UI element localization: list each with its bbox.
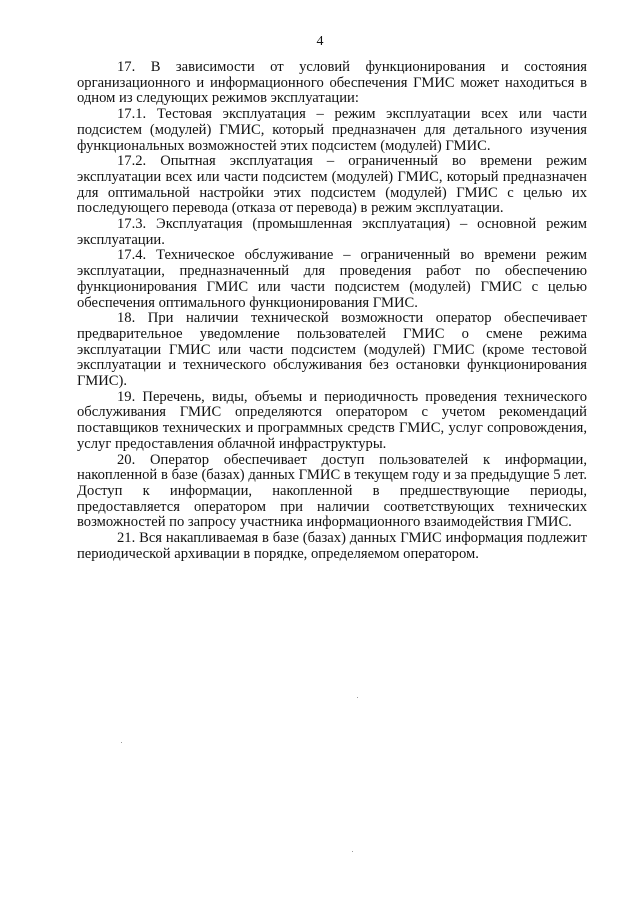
paragraph-17-4: 17.4. Техническое обслуживание – ограниченный во времени режим эксплуатации, предназначенный для проведения работ по обеспечению функционирования ГМИС или части подсистем (модулей) ГМИС с целью обеспечения оптимального функционирования ГМИС. [77,247,587,311]
paragraph-18: 18. При наличии технической возможности оператор обеспечивает предварительное уведомление пользователей ГМИС о смене режима эксплуатации ГМИС или части подсистем (модулей) ГМИС (кроме тестовой эксплуатации и технического обслуживания без остановки функционирования ГМИС). [77,310,587,390]
paragraph-17-1: 17.1. Тестовая эксплуатация – режим эксплуатации всех или части подсистем (модулей) ГМИС, который предназначен для детального изучения функциональных возможностей этих подсистем (модулей) ГМИС. [77,106,587,154]
scan-speck [357,697,358,698]
paragraph-21: 21. Вся накапливаемая в базе (базах) данных ГМИС информация подлежит периодической архивации в порядке, определяемом оператором. [77,530,587,562]
paragraph-20: 20. Оператор обеспечивает доступ пользователей к информации, накопленной в базе (базах) данных ГМИС в текущем году и за предыдущие 5 лет. Доступ к информации, накопленной в предшествующие периоды, предоставляется оператором при наличии соответствующих технических возможностей по запросу участника информационного взаимодействия ГМИС. [77,451,587,531]
scan-speck [352,851,353,852]
paragraph-19: 19. Перечень, виды, объемы и периодичность проведения технического обслуживания ГМИС определяются оператором с учетом рекомендаций поставщиков технических и программных средств ГМИС, услуг сопровождения, услуг предоставления облачной инфраструктуры. [77,388,587,452]
paragraph-17-2: 17.2. Опытная эксплуатация – ограниченный во времени режим эксплуатации всех или части подсистем (модулей) ГМИС, который предназначен для оптимальной настройки этих подсистем (модулей) ГМИС с целью их последующего перевода (отказа от перевода) в режим эксплуатации. [77,153,587,217]
paragraph-17-3: 17.3. Эксплуатация (промышленная эксплуатация) – основной режим эксплуатации. [77,216,587,248]
scan-speck [121,742,122,743]
page-number: 4 [316,34,324,49]
document-body [77,60,587,563]
paragraph-17: 17. В зависимости от условий функционирования и состояния организационного и информационного обеспечения ГМИС может находиться в одном из следующих режимов эксплуатации: [77,59,587,107]
